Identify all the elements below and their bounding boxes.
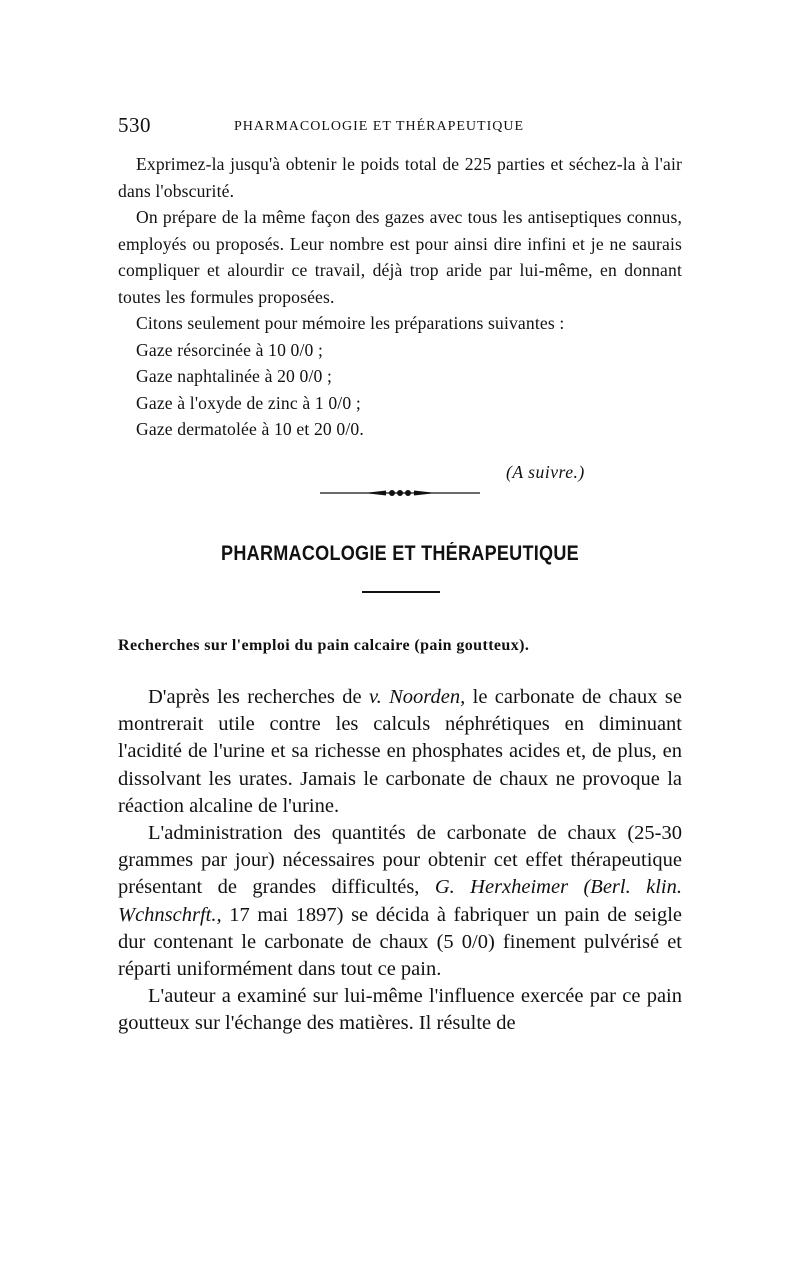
list-item: Gaze à l'oxyde de zinc à 1 0/0 ; bbox=[136, 392, 361, 413]
list-item: Gaze dermatolée à 10 et 20 0/0. bbox=[136, 419, 364, 439]
article-paragraph: L'administration des quantités de carbonate de chaux (25-30 grammes par jour) nécessaires pour obtenir cet effet thérapeutique présentant de grandes difficultés, G. Herxheimer (Berl. klin. Wchnschrft., 17 mai 1897) se décida à fabriquer un pain de seigle dur contenant le carbonate de chaux (5 0/0) finement pulvérisé et réparti uniformément dans tout ce pain. bbox=[118, 822, 682, 981]
section-title-rule bbox=[362, 591, 440, 593]
citation-reference: G. Herxheimer (Berl. klin. Wchnschrft., bbox=[118, 876, 682, 926]
page-number: 530 bbox=[118, 113, 151, 137]
running-head-title: PHARMACOLOGIE ET THÉRAPEUTIQUE bbox=[234, 119, 525, 134]
article-title: Recherches sur l'emploi du pain calcaire (pain goutteux). bbox=[118, 637, 530, 654]
list-item: Gaze naphtalinée à 20 0/0 ; bbox=[136, 366, 333, 386]
continued-paragraph: Exprimez-la jusqu'à obtenir le poids total de 225 parties et séchez-la à l'air dans l'obscurité. bbox=[118, 154, 682, 201]
author-name: v. Noorden, bbox=[369, 686, 466, 708]
list-item: Gaze résorcinée à 10 0/0 ; bbox=[136, 339, 324, 360]
continued-text bbox=[118, 151, 682, 443]
to-be-continued-note: (A suivre.) bbox=[506, 462, 585, 482]
section-title: PHARMACOLOGIE ET THÉRAPEUTIQUE bbox=[221, 542, 579, 565]
article-body bbox=[118, 684, 682, 1038]
list-intro: Citons seulement pour mémoire les préparations suivantes : bbox=[136, 313, 565, 333]
ornament-divider bbox=[320, 486, 480, 500]
continued-paragraph: On prépare de la même façon des gazes avec tous les antiseptiques connus, employés ou proposés. Leur nombre est pour ainsi dire infini et je ne saurais compliquer et alourdir ce travail, déjà trop aride par lui-même, en donnant toutes les formules proposées. bbox=[118, 207, 682, 307]
running-head bbox=[118, 113, 682, 143]
article-paragraph: D'après les recherches de v. Noorden, le carbonate de chaux se montrerait utile contre les calculs néphrétiques en diminuant l'acidité de l'urine et sa richesse en phosphates acides et, de plus, en dissolvant les urates. Jamais le carbonate de chaux ne provoque la réaction alcaline de l'urine. bbox=[118, 686, 682, 817]
article-paragraph: L'auteur a examiné sur lui-même l'influence exercée par ce pain goutteux sur l'échange des matières. Il résulte de bbox=[118, 985, 682, 1035]
